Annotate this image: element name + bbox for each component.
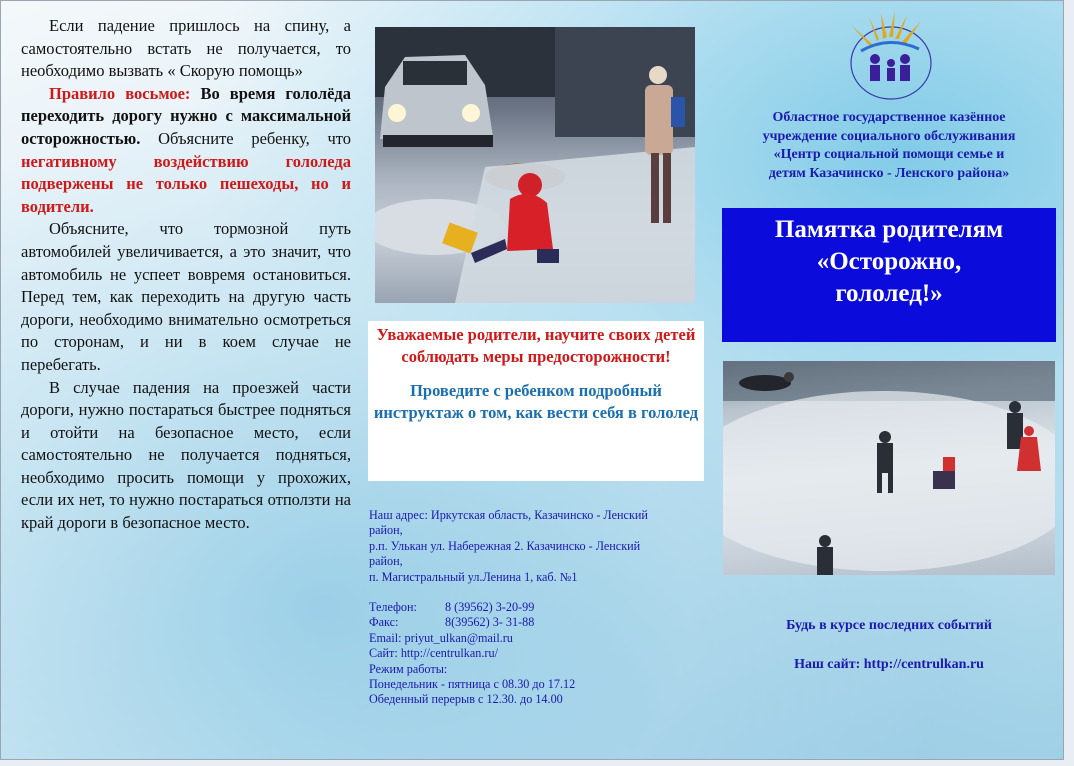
fax-line (369, 615, 699, 630)
banner-title-line: «Осторожно, (816, 248, 962, 275)
hours-weekday: Понедельник - пятница с 08.30 до 17.12 (369, 677, 576, 692)
contact-info (369, 508, 699, 708)
fax-label: Факс: (369, 615, 399, 630)
phone-line (369, 600, 699, 615)
address-line: п. Магистральный ул.Ленина 1, каб. №1 (369, 569, 578, 584)
fax-value: 8(39562) 3- 31-88 (445, 615, 535, 630)
news-caption: Будь в курсе последних событий (786, 618, 992, 633)
rule-eight-plain-text: Объясните ребенку, что (140, 128, 351, 148)
paragraph-rule-eight (21, 83, 351, 219)
hours-lunch: Обеденный перерыв с 12.30. до 14.00 (369, 692, 563, 707)
org-line: Областное государственное казённое (772, 110, 1006, 125)
banner-title-line: гололед!» (835, 280, 943, 307)
address-line: район, (369, 554, 403, 569)
notice-box (368, 321, 704, 481)
organization-name (723, 109, 1055, 183)
org-line: «Центр социальной помощи семье и (773, 147, 1005, 162)
left-text-column (21, 15, 351, 535)
phone-value: 8 (39562) 3-20-99 (445, 600, 535, 615)
rule-eight-label: Правило восьмое: (49, 83, 191, 103)
site-line: Сайт: http://centrulkan.ru/ (369, 646, 498, 661)
paragraph-fall-on-back: Если падение пришлось на спину, а самостоятельно встать не получается, то необходимо вызвать « Скорую помощь» (21, 16, 351, 81)
photo-child-fallen-on-ice (375, 27, 695, 303)
title-banner (722, 208, 1056, 342)
address-line: Наш адрес: Иркутская область, Казачинско - Ленский (369, 508, 648, 522)
rule-eight-bold-text: Во время гололёда переходить дорогу нужно с максимальной осторожностью. (21, 83, 352, 148)
paragraph-braking: Объясните, что тормозной путь автомобилей увеличивается, а это значит, что автомобиль не успеет вовремя остановиться. Перед тем, как переходить на другую часть дороги, необходимо внимательно осмотреться по сторонам, и ни в коем случае не перебегать. (21, 219, 351, 374)
paragraph-falling-road: В случае падения на проезжей части дороги, нужно постараться быстрее подняться и отойти на безопасное место, если самостоятельно не получается подняться, необходимо просить помощи у прохожих, если их нет, то нужно постараться отползти на край дороги в безопасное место. (21, 377, 351, 533)
notice-red-text: Уважаемые родители, научите своих детей соблюдать меры предосторожности! (376, 325, 696, 366)
rule-eight-red-text: негативному воздействию гололеда подвержены не только пешеходы, но и водители. (21, 151, 351, 216)
website-caption: Наш сайт: http://centrulkan.ru (794, 657, 984, 672)
notice-blue-text: Проведите с ребенком подробный инструктаж о том, как вести себя в гололед (373, 381, 699, 422)
org-line: учреждение социального обслуживания (762, 128, 1016, 144)
photo-people-on-ice (723, 361, 1055, 575)
address-line: р.п. Улькан ул. Набережная 2. Казачинско - Ленский (369, 538, 641, 553)
phone-label: Телефон: (369, 600, 417, 615)
banner-title-line: Памятка родителям (774, 216, 1004, 243)
hours-label: Режим работы: (369, 661, 448, 676)
org-line: детям Казачинско - Ленского района» (768, 165, 1010, 181)
address-line: район, (369, 523, 403, 538)
email-line: Email: priyut_ulkan@mail.ru (369, 630, 513, 645)
organization-logo (839, 11, 935, 103)
